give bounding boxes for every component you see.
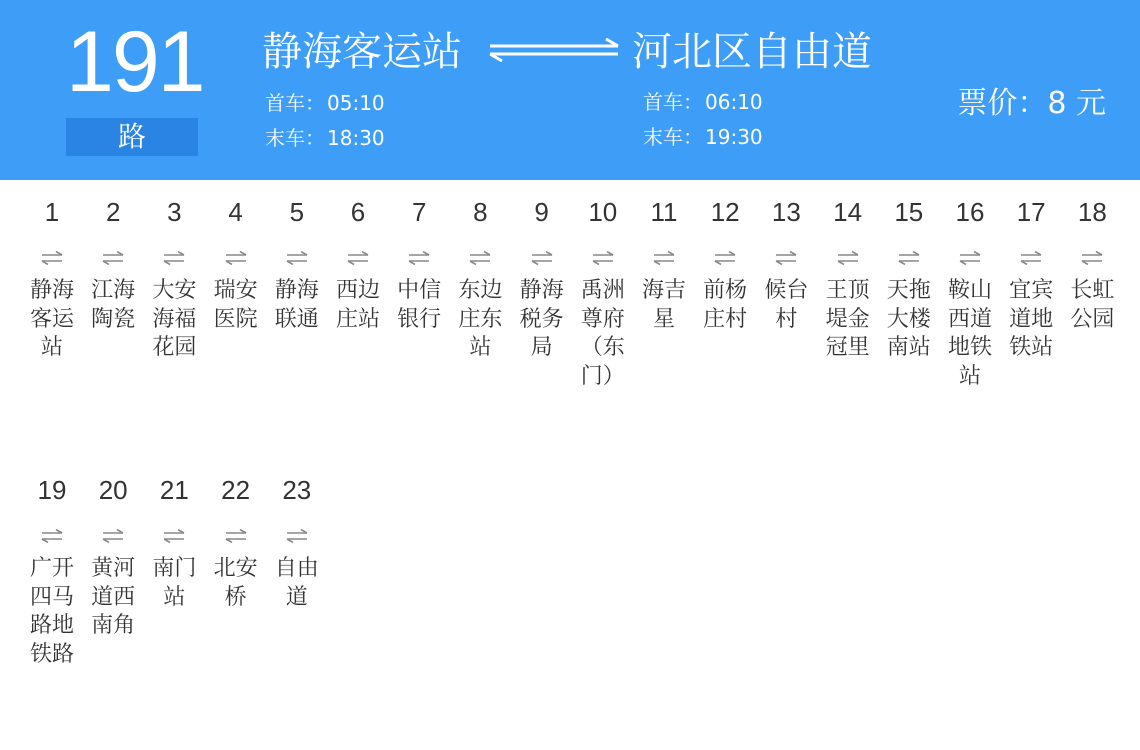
stop-name: 黄河道西南角 [91,556,136,638]
stop-number: 23 [282,475,312,505]
two-way-arrows-icon [1080,251,1104,265]
stop-number: 9 [534,197,549,227]
two-way-arrows-icon [713,251,737,265]
stop-number: 18 [1077,197,1107,227]
two-way-arrows-icon [101,529,125,543]
two-way-arrows-icon [101,251,125,265]
stop-number: 15 [894,197,924,227]
stop-name: 静海客运站 [29,278,74,360]
stop-number: 19 [37,475,67,505]
stop-number: 1 [44,197,60,227]
stop-name: 自由道 [274,556,319,610]
stop-number: 3 [167,197,182,227]
origin-last-bus [265,125,385,151]
two-way-arrows-icon [836,251,860,265]
first-bus-label: 首车： [265,91,325,115]
first-bus-time: 05:10 [327,91,385,115]
stop-name: 南门站 [152,556,197,610]
stop-name: 前杨庄村 [703,278,748,332]
stop-number: 12 [710,197,740,227]
destination-first-bus [643,89,763,115]
stop-number: 4 [228,197,243,227]
stop-name: 东边庄东站 [458,278,503,360]
stop-number: 17 [1016,197,1046,227]
first-bus-time: 06:10 [705,90,763,114]
route-header [0,0,1140,180]
stop-name: 海吉星 [641,278,686,332]
stop-number: 22 [221,475,251,505]
two-way-arrows-icon [224,251,248,265]
stop-number: 13 [771,197,801,227]
two-way-arrows-icon [652,251,676,265]
stop-name: 宜宾道地铁站 [1009,278,1054,360]
stop-number: 2 [105,197,121,227]
stop-name: 西边庄站 [335,278,380,332]
two-way-arrows-icon [40,529,64,543]
two-way-arrows-icon [40,251,64,265]
two-way-arrows-icon [530,251,554,265]
stop-name: 静海联通 [274,278,319,332]
stop-number: 20 [98,475,128,505]
two-way-arrows-icon [407,251,431,265]
stop-number: 14 [833,197,863,227]
first-bus-label: 首车： [643,90,703,114]
last-bus-label: 末车： [265,126,325,150]
stop-number: 7 [411,197,427,227]
stop-name: 王顶堤金冠里 [825,278,870,360]
stop-name: 禹洲尊府（东门） [580,278,625,389]
origin-terminus: 静海客运站 [262,29,462,75]
stop-name: 大安海福花园 [152,278,197,360]
two-way-arrows-icon [774,251,798,265]
last-bus-time: 18:30 [327,126,385,150]
two-way-arrows-icon [285,529,309,543]
stop-name: 江海陶瓷 [91,278,136,332]
fare-label: 票价： [957,86,1048,121]
two-way-arrows-icon [346,251,370,265]
stop-number: 8 [473,197,488,227]
stop-name: 静海税务局 [519,278,564,360]
last-bus-label: 末车： [643,125,703,149]
two-way-arrows-icon [468,251,492,265]
two-way-arrows-icon [591,251,615,265]
last-bus-time: 19:30 [705,125,763,149]
route-suffix: 路 [66,118,198,156]
stop-number: 6 [350,197,366,227]
stop-name: 候台村 [764,278,809,332]
stop-number: 21 [159,475,189,505]
two-way-arrows-icon [224,529,248,543]
stop-name: 瑞安医院 [213,278,258,332]
stop-list [0,180,1140,750]
origin-first-bus [265,90,385,116]
stop-name: 天拖大楼南站 [886,278,931,360]
destination-terminus: 河北区自由道 [632,29,872,75]
stop-name: 北安桥 [213,556,258,610]
stop-number: 5 [289,197,305,227]
stop-name: 中信银行 [397,278,442,332]
stop-name: 鞍山西道地铁站 [947,278,992,389]
bidirectional-arrow-icon [486,38,622,62]
two-way-arrows-icon [1019,251,1043,265]
two-way-arrows-icon [285,251,309,265]
two-way-arrows-icon [162,529,186,543]
stop-number: 16 [955,197,985,227]
fare-value: 8 元 [1047,86,1106,121]
two-way-arrows-icon [897,251,921,265]
stop-name: 广开四马路地铁路 [29,556,74,667]
two-way-arrows-icon [958,251,982,265]
destination-last-bus [643,124,763,150]
two-way-arrows-icon [162,251,186,265]
stop-number: 11 [650,197,678,227]
route-number: 191 [66,14,204,110]
stop-number: 10 [588,197,618,227]
stop-name: 长虹公园 [1070,278,1115,332]
fare [957,84,1106,124]
